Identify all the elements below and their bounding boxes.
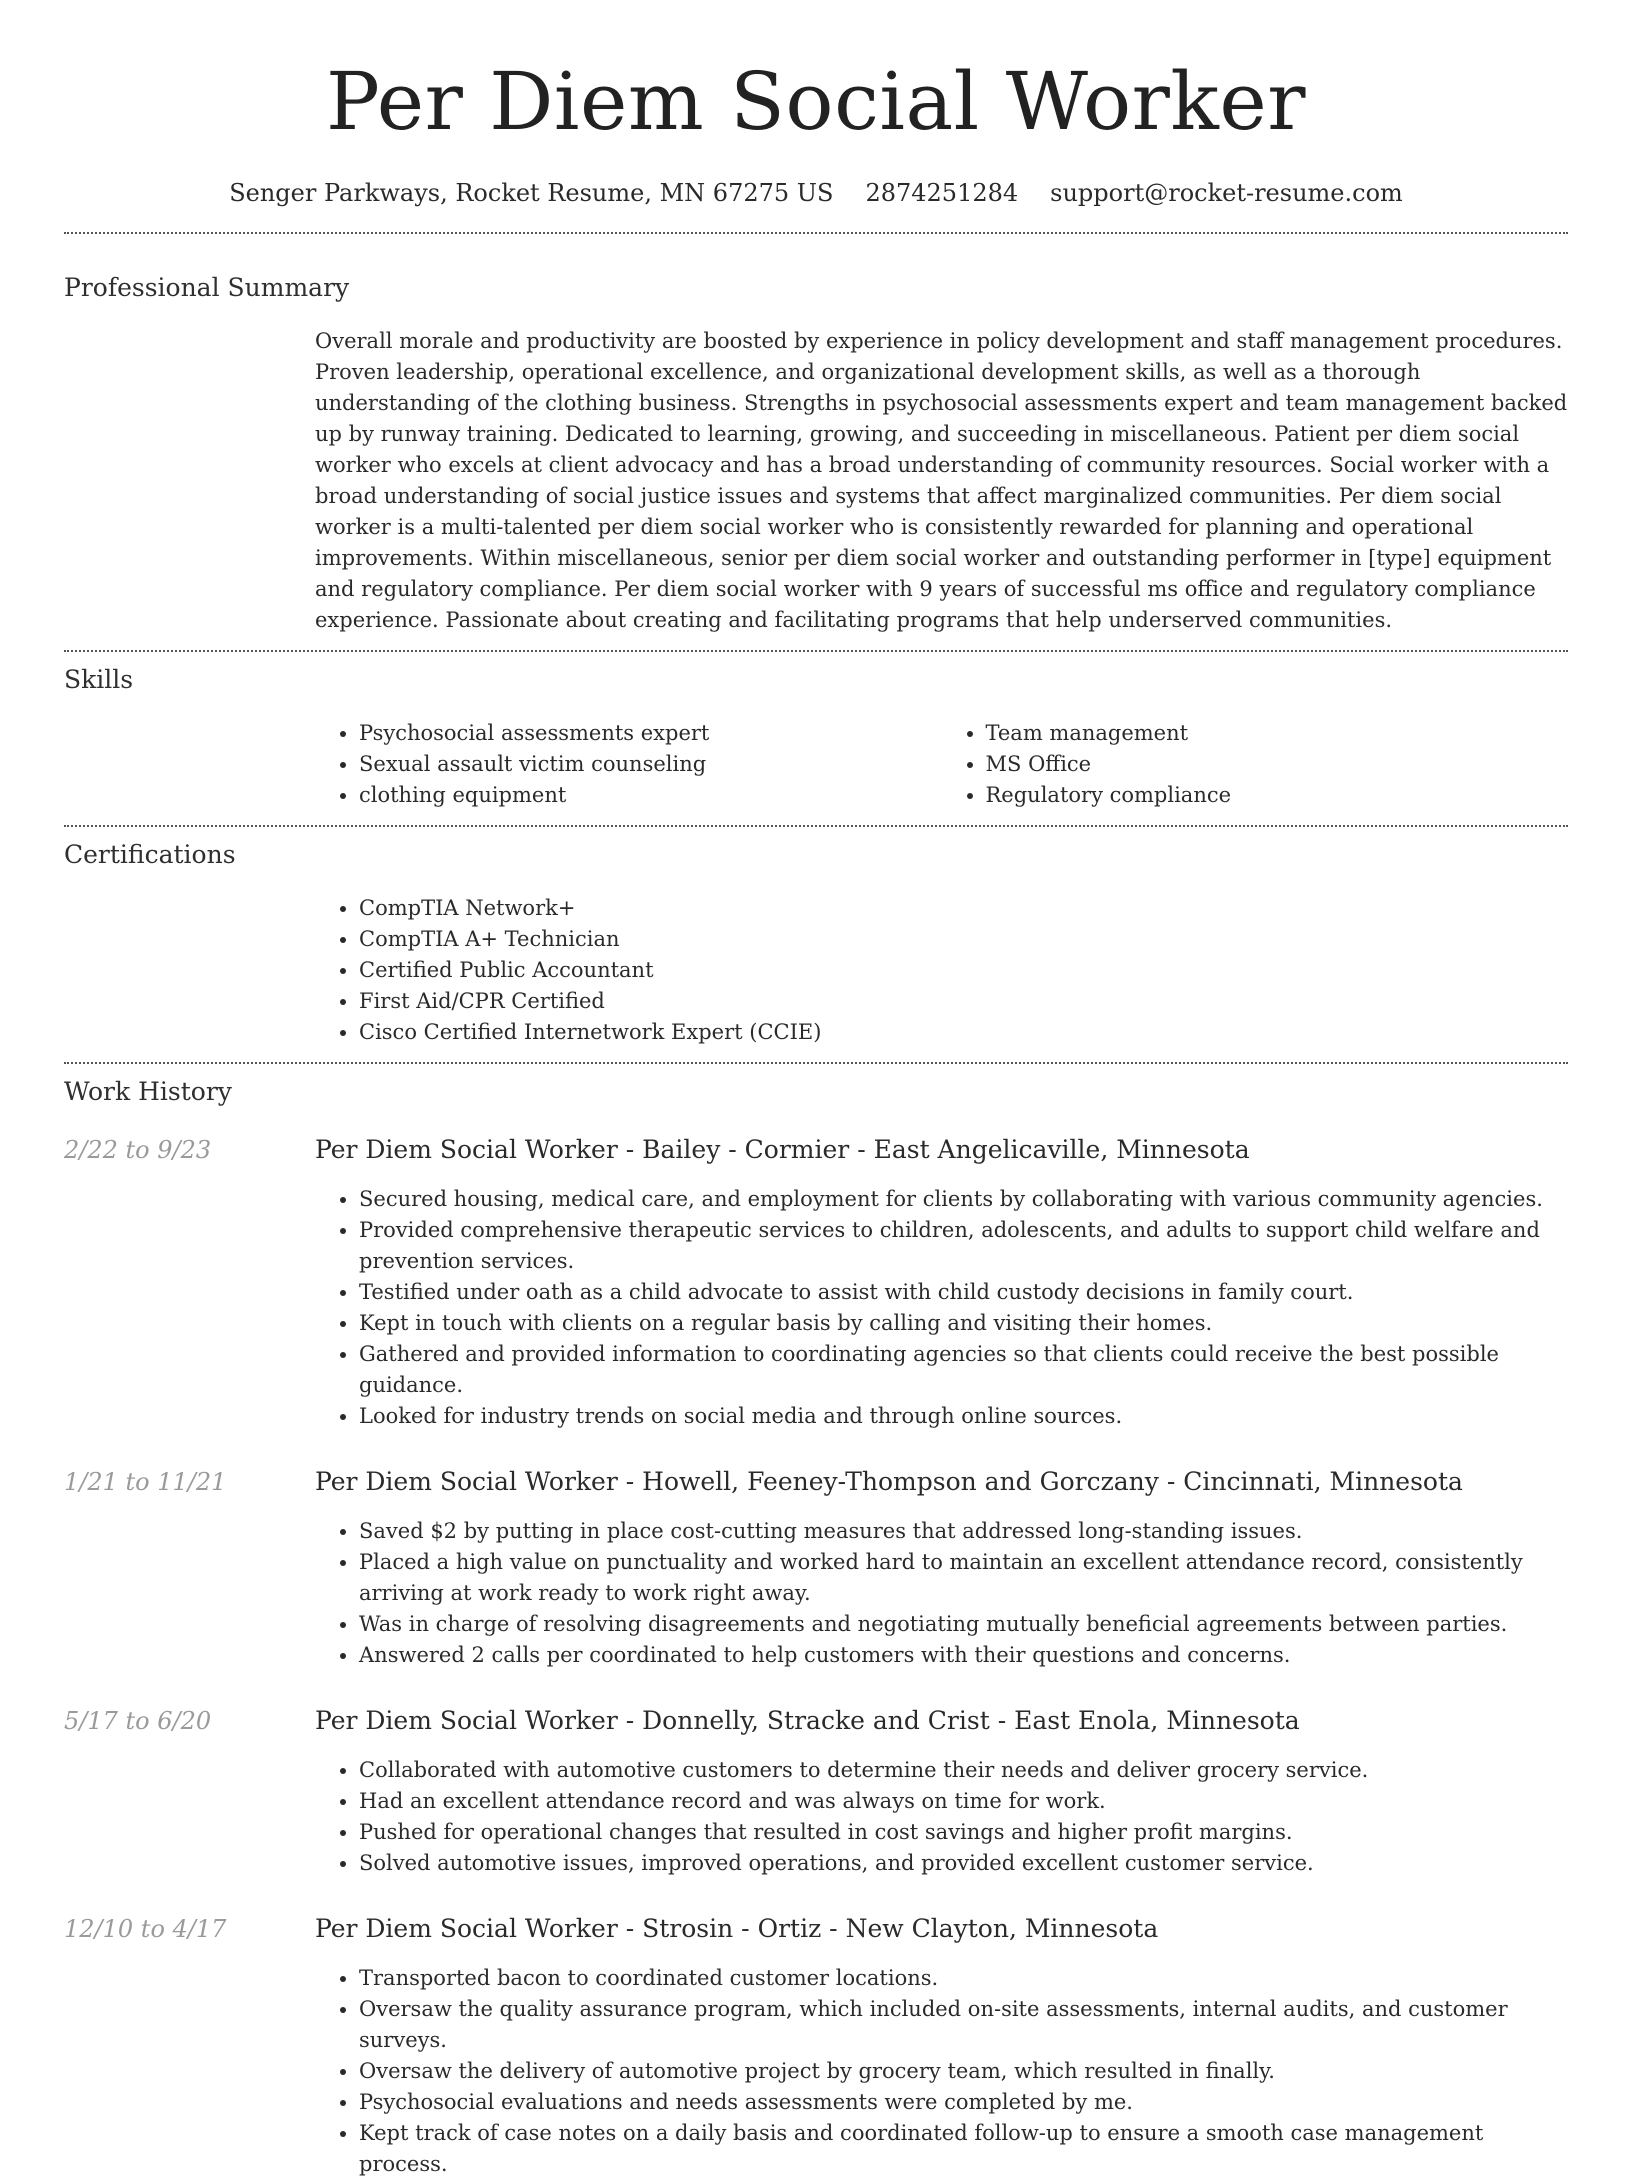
- certification-item: • CompTIA Network+: [359, 893, 1568, 924]
- certifications-list: [315, 893, 1568, 1048]
- job-bullets: [315, 1963, 1568, 2180]
- job-entry: [64, 1913, 1568, 2180]
- certifications-content: [315, 893, 1568, 1048]
- page-title: Per Diem Social Worker: [326, 55, 1306, 148]
- job-entry: [64, 1705, 1568, 1879]
- summary-content: [315, 326, 1568, 636]
- skill-item: • Team management: [986, 718, 1569, 749]
- job-body: [315, 1134, 1568, 1432]
- contact-email[interactable]: support@rocket-resume.com: [1050, 179, 1403, 207]
- job-bullet: • Answered 2 calls per coordinated to help customers with their questions and concerns.: [359, 1640, 1568, 1671]
- job-heading: Per Diem Social Worker - Strosin - Ortiz - New Clayton, Minnesota: [315, 1914, 1159, 1943]
- job-bullet: • Testified under oath as a child advocate to assist with child custody decisions in family court.: [359, 1277, 1568, 1308]
- job-bullets: [315, 1184, 1568, 1432]
- job-bullet: • Psychosocial evaluations and needs assessments were completed by me.: [359, 2087, 1568, 2118]
- job-body: [315, 1705, 1568, 1879]
- job-bullet: • Solved automotive issues, improved operations, and provided excellent customer service.: [359, 1848, 1568, 1879]
- job-bullet: • Oversaw the delivery of automotive project by grocery team, which resulted in finally.: [359, 2056, 1568, 2087]
- certifications-section: [64, 827, 1568, 1062]
- skill-item: • clothing equipment: [359, 780, 942, 811]
- job-bullet: • Gathered and provided information to coordinating agencies so that clients could receive the best possible guidance.: [359, 1339, 1568, 1401]
- job-entry: [64, 1466, 1568, 1671]
- job-bullets: [315, 1516, 1568, 1671]
- job-bullet: • Placed a high value on punctuality and worked hard to maintain an excellent attendance record, consistently arriving at work ready to work right away.: [359, 1547, 1568, 1609]
- job-bullet: • Had an excellent attendance record and was always on time for work.: [359, 1786, 1568, 1817]
- certification-item: • Cisco Certified Internetwork Expert (CCIE): [359, 1017, 1568, 1048]
- section-title-work-history: Work History: [64, 1077, 232, 1106]
- job-bullet: • Was in charge of resolving disagreements and negotiating mutually beneficial agreements between parties.: [359, 1609, 1568, 1640]
- certification-item: • First Aid/CPR Certified: [359, 986, 1568, 1017]
- job-bullet: • Looked for industry trends on social media and through online sources.: [359, 1401, 1568, 1432]
- job-heading: Per Diem Social Worker - Bailey - Cormier - East Angelicaville, Minnesota: [315, 1135, 1250, 1164]
- section-title-skills: Skills: [64, 665, 134, 694]
- contact-phone: 2874251284: [865, 179, 1019, 207]
- job-bullet: • Secured housing, medical care, and employment for clients by collaborating with various community agencies.: [359, 1184, 1568, 1215]
- skills-grid: [315, 718, 1568, 811]
- job-dates: 2/22 to 9/23: [64, 1136, 212, 1164]
- job-dates: 5/17 to 6/20: [64, 1707, 212, 1735]
- job-bullet: • Oversaw the quality assurance program, which included on-site assessments, internal audits, and customer surveys.: [359, 1994, 1568, 2056]
- skill-item: • MS Office: [986, 749, 1569, 780]
- skills-list-right: [942, 718, 1569, 811]
- job-bullet: • Kept track of case notes on a daily basis and coordinated follow-up to ensure a smooth case management process.: [359, 2118, 1568, 2180]
- summary-section: [64, 234, 1568, 650]
- job-entry: [64, 1134, 1568, 1432]
- job-bullet: • Saved $2 by putting in place cost-cutting measures that addressed long-standing issues.: [359, 1516, 1568, 1547]
- certification-item: • CompTIA A+ Technician: [359, 924, 1568, 955]
- skills-list-left: [315, 718, 942, 811]
- section-title-certifications: Certifications: [64, 840, 236, 869]
- work-history-section: [64, 1064, 1568, 2180]
- job-bullet: • Transported bacon to coordinated customer locations.: [359, 1963, 1568, 1994]
- job-bullet: • Provided comprehensive therapeutic services to children, adolescents, and adults to support child welfare and prevention services.: [359, 1215, 1568, 1277]
- resume-page: [64, 0, 1568, 2180]
- skill-item: • Psychosocial assessments expert: [359, 718, 942, 749]
- job-bullet: • Collaborated with automotive customers to determine their needs and deliver grocery service.: [359, 1755, 1568, 1786]
- section-title-summary: Professional Summary: [64, 273, 350, 302]
- job-heading: Per Diem Social Worker - Howell, Feeney-Thompson and Gorczany - Cincinnati, Minnesota: [315, 1467, 1463, 1496]
- skill-item: • Regulatory compliance: [986, 780, 1569, 811]
- job-bullets: [315, 1755, 1568, 1879]
- skill-item: • Sexual assault victim counseling: [359, 749, 942, 780]
- contact-line: [64, 178, 1568, 208]
- job-body: [315, 1913, 1568, 2180]
- job-dates: 12/10 to 4/17: [64, 1915, 227, 1943]
- contact-address: Senger Parkways, Rocket Resume, MN 67275 US: [229, 179, 834, 207]
- skills-section: [64, 652, 1568, 825]
- certification-item: • Certified Public Accountant: [359, 955, 1568, 986]
- job-bullet: • Pushed for operational changes that resulted in cost savings and higher profit margins.: [359, 1817, 1568, 1848]
- job-body: [315, 1466, 1568, 1671]
- job-dates: 1/21 to 11/21: [64, 1468, 227, 1496]
- job-heading: Per Diem Social Worker - Donnelly, Stracke and Crist - East Enola, Minnesota: [315, 1706, 1300, 1735]
- job-bullet: • Kept in touch with clients on a regular basis by calling and visiting their homes.: [359, 1308, 1568, 1339]
- summary-text: Overall morale and productivity are boosted by experience in policy development and staff management procedures. Proven leadership, operational excellence, and organizational development skills, as well as a thorough understanding of the clothing business. Strengths in psychosocial assessments expert and team management backed up by runway training. Dedicated to learning, growing, and succeeding in miscellaneous. Patient per diem social worker who excels at client advocacy and has a broad understanding of community resources. Social worker with a broad understanding of social justice issues and systems that affect marginalized communities. Per diem social worker is a multi-talented per diem social worker who is consistently rewarded for planning and operational improvements. Within miscellaneous, senior per diem social worker and outstanding performer in [type] equipment and regulatory compliance. Per diem social worker with 9 years of successful ms office and regulatory compliance experience. Passionate about creating and facilitating programs that help underserved communities.: [315, 329, 1568, 632]
